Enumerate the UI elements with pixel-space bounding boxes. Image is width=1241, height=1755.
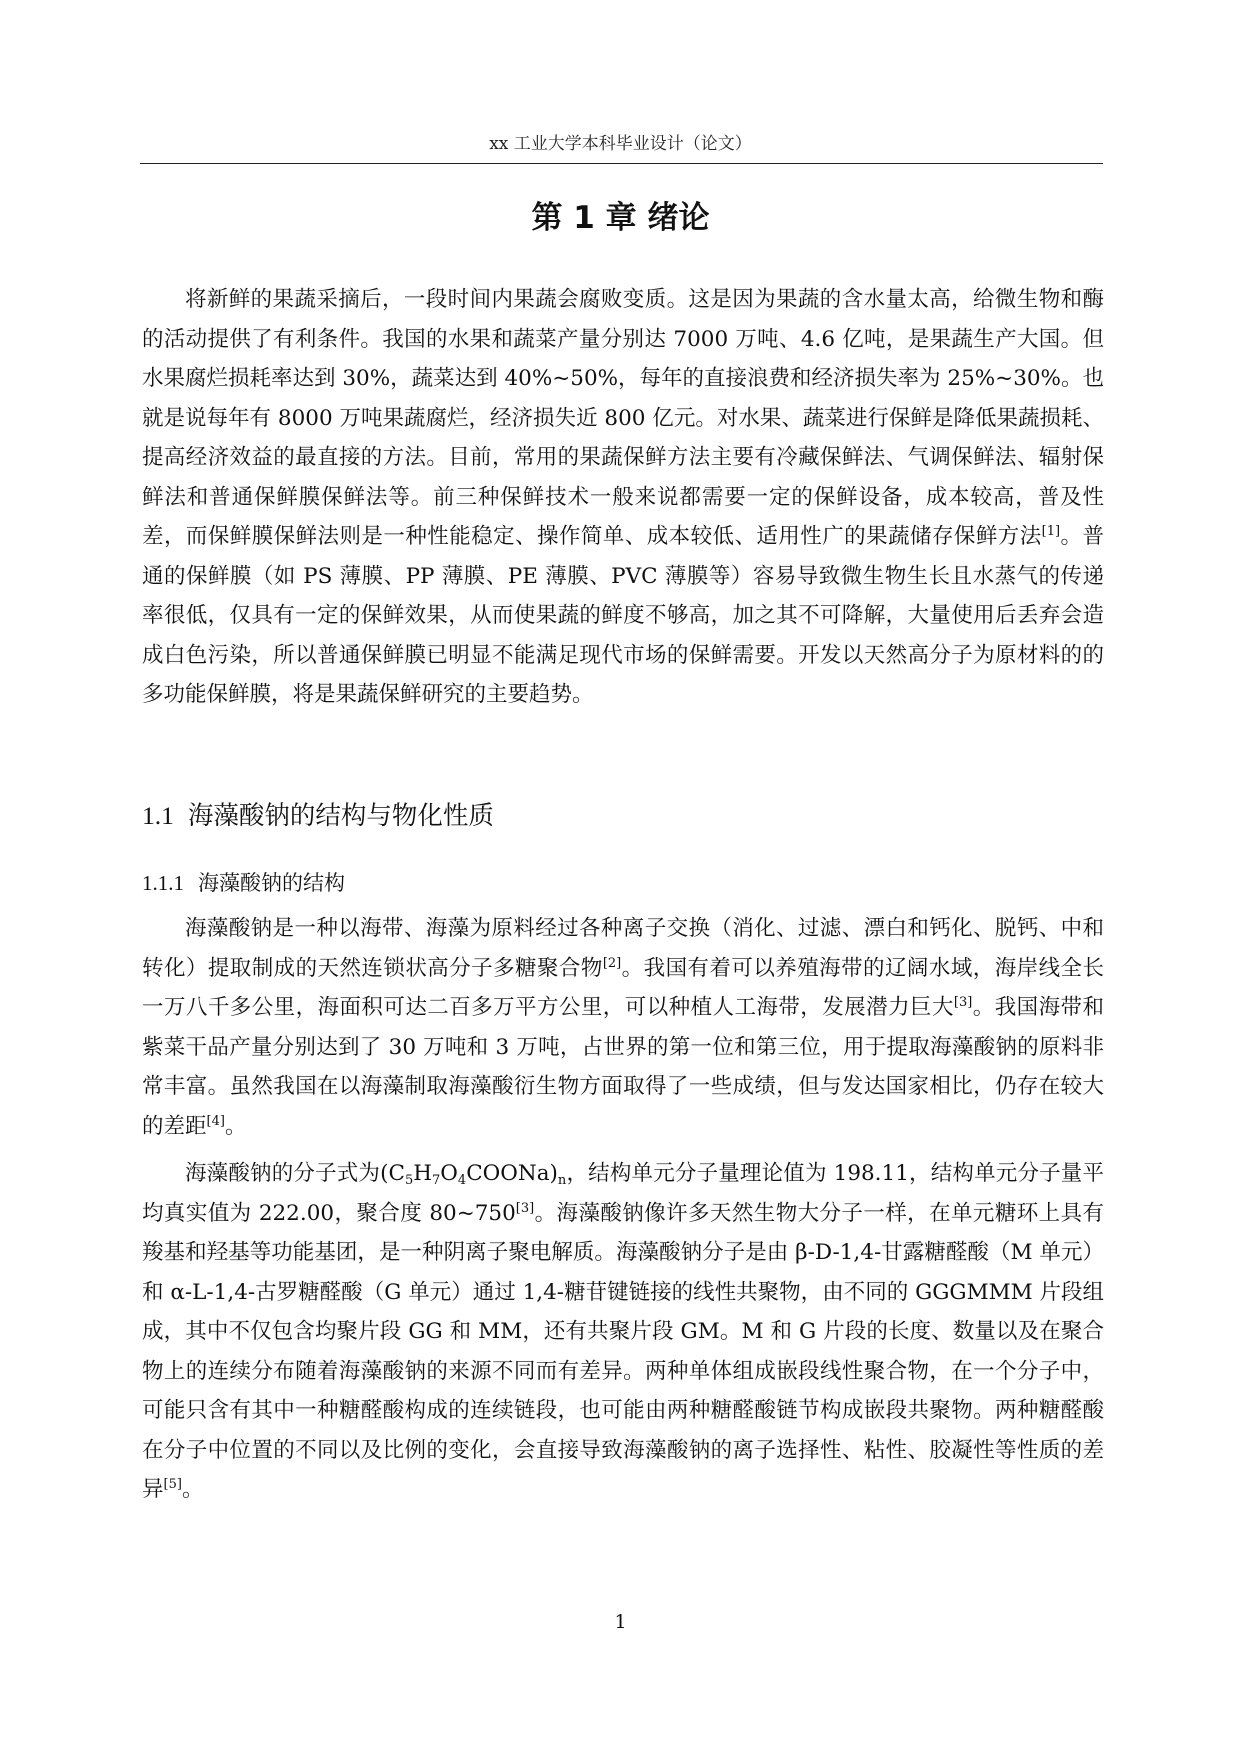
formula-subscript: 4 [457,1173,467,1188]
section-heading-1-1 [142,798,494,834]
section-heading-1-1-1 [142,868,345,898]
citation-ref: [1] [1041,524,1061,539]
formula-subscript: n [557,1173,567,1188]
paragraph-text: O [440,1161,458,1186]
intro-text: 将新鲜的果蔬采摘后，一段时间内果蔬会腐败变质。这是因为果蔬的含水量太高，给微生物和酶的活动提供了有利条件。我国的水果和蔬菜产量分别达 7000 万吨、4.6 亿吨，是果蔬生产大国。但水果腐烂损耗率达到 30%，蔬菜达到 40%~50%，每年的直接浪费和经济损失率为 25%~30%。也就是说每年有 8000 万吨果蔬腐烂，经济损失近 800 亿元。对水果、蔬菜进行保鲜是降低果蔬损耗、提高经济效益的最直接的方法。目前，常用的果蔬保鲜方法主要有冷藏保鲜法、气调保鲜法、辐射保鲜法和普通保鲜膜保鲜法等。前三种保鲜技术一般来说都需要一定的保鲜设备，成本较高，普及性差，而保鲜膜保鲜法则是一种性能稳定、操作简单、成本较低、适用性广的果蔬储存保鲜方法 [142,287,1104,549]
running-header: xx 工业大学本科毕业设计（论文） [489,134,752,154]
citation-ref: [4] [206,1113,225,1129]
formula-subscript: 5 [404,1173,414,1188]
paragraph-text: 。海藻酸钠像许多天然生物大分子一样，在单元糖环上具有羧基和羟基等功能基团，是一种阴离子聚电解质。海藻酸钠分子是由 β-D-1,4-甘露糖醛酸（M 单元）和 α-L-1,4-古罗糖醛酸（G 单元）通过 1,4-糖苷键链接的线性共聚物，由不同的 GGGMMM 片段组成，其中不仅包含均聚片段 GG 和 MM，还有共聚片段 GM。M 和 G 片段的长度、数量以及在聚合物上的连续分布随着海藻酸钠的来源不同而有差异。两种单体组成嵌段线性聚合物，在一个分子中，可能只含有其中一种糖醛酸构成的连续链段，也可能由两种糖醛酸链节构成嵌段共聚物。两种糖醛酸在分子中位置的不同以及比例的变化，会直接导致海藻酸钠的离子选择性、粘性、胶凝性等性质的差异 [142,1200,1104,1502]
formula-subscript: 7 [431,1173,441,1188]
section-number: 1.1 [142,801,174,830]
intro-paragraph [142,280,1104,715]
paragraph-text: 。我国有着可以养殖海带的辽阔水域，海岸线全长一万八千多公里，海面积可达二百多万平方公里，可以种植人工海带，发展潜力巨大 [142,955,1104,1020]
intro-text: 。普通的保鲜膜（如 PS 薄膜、PP 薄膜、PE 薄膜、PVC 薄膜等）容易导致微生物生长且水蒸气的传递率很低，仅具有一定的保鲜效果，从而使果蔬的鲜度不够高，加之其不可降解，大量使用后丢弃会造成白色污染，所以普通保鲜膜已明显不能满足现代市场的保鲜需要。开发以天然高分子为原材料的的多功能保鲜膜，将是果蔬保鲜研究的主要趋势。 [142,524,1104,707]
citation-ref: [3] [953,995,973,1010]
citation-ref: [2] [602,955,622,971]
paragraph-text: 。我国海带和紫菜干品产量分别达到了 30 万吨和 3 万吨，占世界的第一位和第三位，用于提取海藻酸钠的原料非常丰富。虽然我国在以海藻制取海藻酸衍生物方面取得了一些成绩，但与发达国家相比，仍存在较大的差距 [142,995,1104,1139]
section-number: 1.1.1 [142,871,184,895]
citation-ref: [3] [515,1200,535,1216]
section-title: 海藻酸钠的结构与物化性质 [187,801,494,831]
section-title: 海藻酸钠的结构 [198,871,345,895]
paragraph-text: 。 [224,1113,247,1139]
body-paragraph [142,1154,1104,1510]
paragraph-text: ，结构单元分子量理论值为 198.11，结构单元分子量平均真实值为 222.00，聚合度 80~750 [142,1161,1104,1226]
page-number: 1 [614,1611,627,1633]
paragraph-text: 海藻酸钠是一种以海带、海藻为原料经过各种离子交换（消化、过滤、漂白和钙化、脱钙、中和转化）提取制成的天然连锁状高分子多糖聚合物 [142,916,1104,981]
paragraph-text: 海藻酸钠的分子式为(C [185,1161,405,1186]
body-paragraph [142,909,1104,1146]
header-rule [140,163,1103,164]
chapter-title: 第 1 章 绪论 [531,200,710,236]
paragraph-text: COONa) [466,1161,558,1186]
citation-ref: [5] [163,1477,182,1492]
paragraph-text: 。 [181,1477,204,1502]
paragraph-text: H [413,1161,432,1186]
